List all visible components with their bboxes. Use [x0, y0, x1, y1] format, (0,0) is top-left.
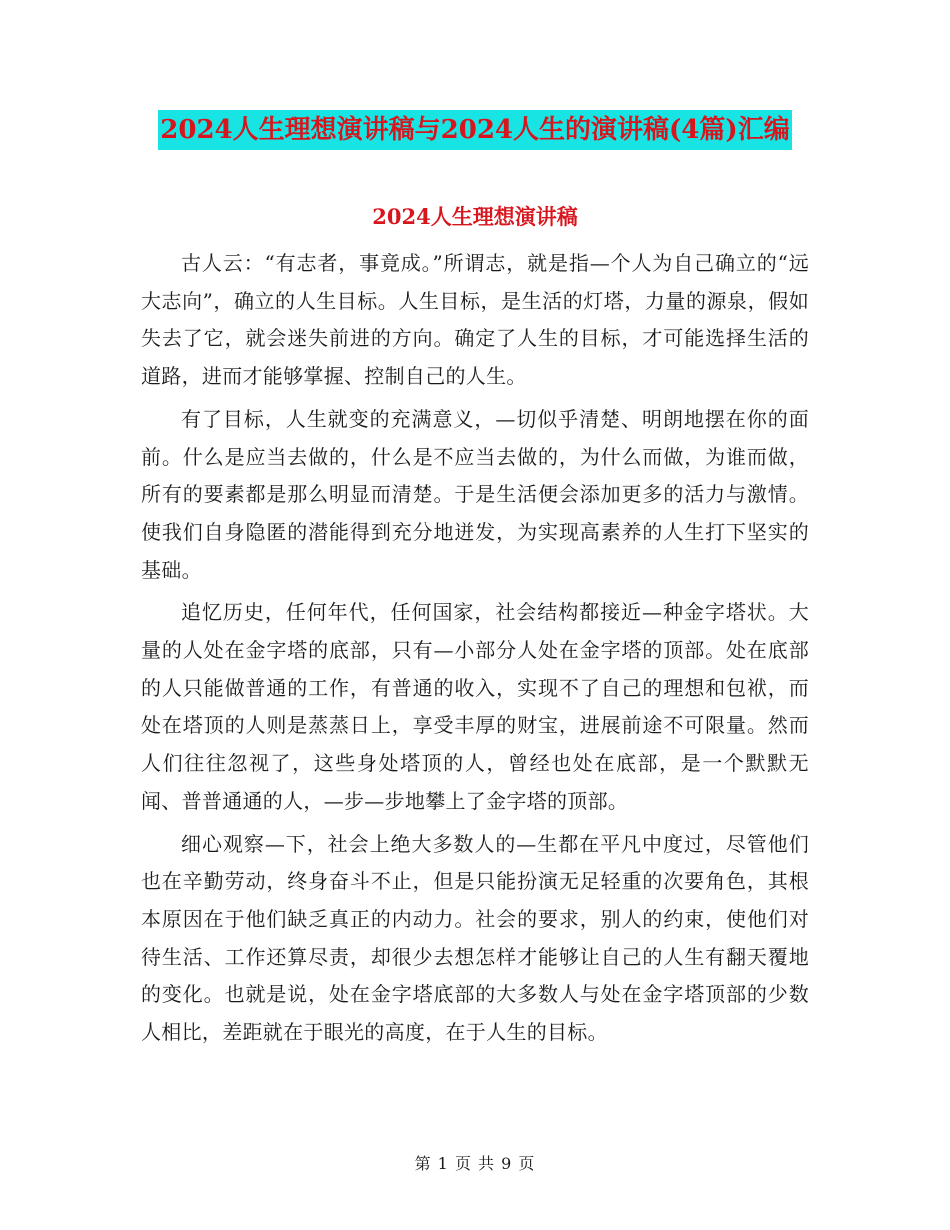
paragraph-2: 有了目标，人生就变的充满意义，—切似乎清楚、明朗地摆在你的面前。什么是应当去做的，什么是不应当去做的，为什么而做，为谁而做，所有的要素都是那么明显而清楚。于是生活便会添加更多的活力与激情。使我们自身隐匿的潜能得到充分地迸发，为实现高素养的人生打下坚实的基础。 [141, 406, 809, 582]
paragraph-1: 古人云：“有志者，事竟成。”所谓志，就是指—个人为自己确立的“远大志向”，确立的人生目标。人生目标，是生活的灯塔，力量的源泉，假如失去了它，就会迷失前进的方向。确定了人生的目标，才可能选择生活的道路，进而才能够掌握、控制自己的人生。 [141, 251, 809, 389]
paragraph-4: 细心观察—下，社会上绝大多数人的—生都在平凡中度过，尽管他们也在辛勤劳动，终身奋斗不止，但是只能扮演无足轻重的次要角色，其根本原因在于他们缺乏真正的内动力。社会的要求，别人的约束，使他们对待生活、工作还算尽责，却很少去想怎样才能够让自己的人生有翻天覆地的变化。也就是说，处在金字塔底部的大多数人与处在金字塔顶部的少数人相比，差距就在于眼光的高度，在于人生的目标。 [141, 831, 809, 1045]
section-title: 2024人生理想演讲稿 [372, 204, 578, 229]
body-text [141, 245, 809, 1057]
paragraph-3: 追忆历史，任何年代，任何国家，社会结构都接近—种金字塔状。大量的人处在金字塔的底部，只有—小部分人处在金字塔的顶部。处在底部的人只能做普通的工作，有普通的收入，实现不了自己的理想和包袱，而处在塔顶的人则是蒸蒸日上，享受丰厚的财宝，进展前途不可限量。然而人们往往忽视了，这些身处塔顶的人，曾经也处在底部，是一个默默无闻、普普通通的人，—步—步地攀上了金字塔的顶部。 [141, 600, 809, 813]
document-title: 2024人生理想演讲稿与2024人生的演讲稿(4篇)汇编 [158, 110, 791, 150]
document-title-row [0, 110, 950, 150]
page-footer: 第 1 页 共 9 页 [414, 1154, 536, 1173]
